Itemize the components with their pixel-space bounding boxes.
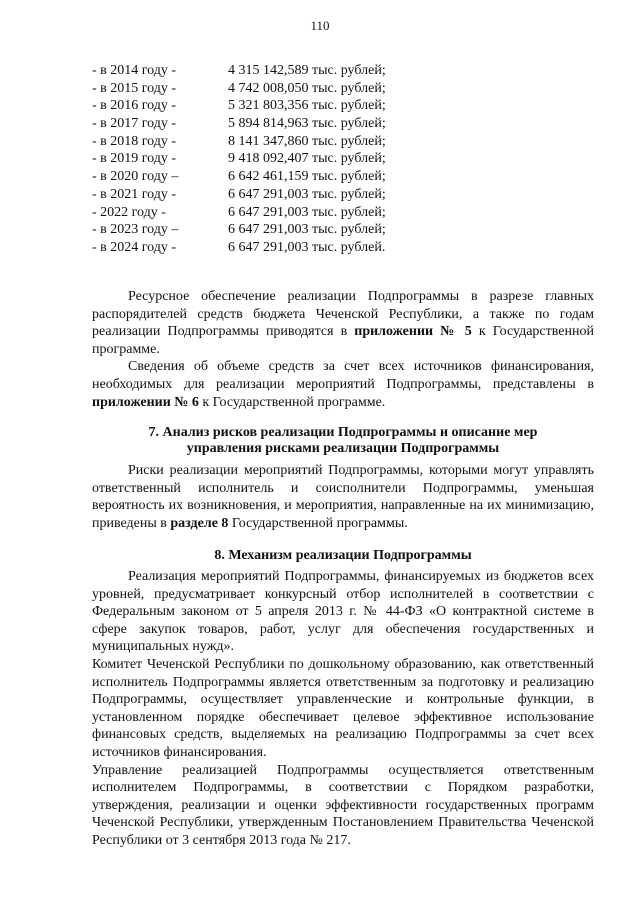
funding-row <box>92 80 412 98</box>
text-run: к Государственной программе. <box>92 324 594 357</box>
funding-row <box>92 221 412 239</box>
funding-amount: 6 647 291,003 тыс. рублей. <box>228 239 386 255</box>
section-7-body <box>92 462 594 532</box>
text-run: Сведения об объеме средств за счет всех источников финансирования, необходимых для реализации мероприятий Подпрограммы, представлены в <box>92 359 594 392</box>
funding-year: - в 2021 году - <box>92 186 177 202</box>
funding-row <box>92 239 412 257</box>
funding-amount: 6 647 291,003 тыс. рублей; <box>228 222 386 238</box>
funding-year: - 2022 году - <box>92 204 166 220</box>
funding-row <box>92 133 412 151</box>
funding-by-year-list <box>92 62 412 257</box>
funding-year: - в 2020 году – <box>92 169 179 185</box>
funding-row <box>92 186 412 204</box>
resources-section <box>92 288 594 411</box>
funding-amount: 4 315 142,589 тыс. рублей; <box>228 63 386 78</box>
section-8-reference: разделе 8 <box>170 515 229 531</box>
funding-row <box>92 150 412 168</box>
text-run: к Государственной программе. <box>198 394 386 410</box>
funding-year: - в 2015 году - <box>92 80 177 96</box>
section-8-heading: 8. Механизм реализации Подпрограммы <box>214 548 472 563</box>
section-8-paragraph-3: Управление реализацией Подпрограммы осуществляется ответственным исполнителем Подпрограммы, в соответствии с Порядком разработки, утверждения, реализации и оценки эффективности государственных программ Чеченской Республики, утвержденным Постановлением Правительства Чеченской Республики от 3 сентября 2013 года № 217. <box>92 762 594 848</box>
funding-row <box>92 97 412 115</box>
appendix-5-reference: приложении № 5 <box>354 324 472 340</box>
funding-year: - в 2024 году - <box>92 239 177 255</box>
funding-year: - в 2014 году - <box>92 63 177 78</box>
text-run: Ресурсное обеспечение реализации Подпрограммы в разрезе главных распорядителей средств бюджета Чеченской Республики, а также по годам реализации Подпрограммы приводятся в <box>92 289 594 340</box>
section-7-paragraph <box>92 462 594 532</box>
funding-row <box>92 204 412 222</box>
funding-amount: 9 418 092,407 тыс. рублей; <box>228 151 386 167</box>
section-8-body <box>92 568 594 850</box>
section-7-heading: 7. Анализ рисков реализации Подпрограммы и описание мер управления рисками реализации Подпрограммы <box>148 425 538 456</box>
funding-year: - в 2017 году - <box>92 116 177 132</box>
resources-paragraph-1 <box>92 288 594 358</box>
funding-year: - в 2023 году – <box>92 222 179 238</box>
text-run: Государственной программы. <box>228 515 408 531</box>
funding-amount: 5 321 803,356 тыс. рублей; <box>228 98 386 114</box>
funding-amount: 8 141 347,860 тыс. рублей; <box>228 133 386 149</box>
funding-year: - в 2016 году - <box>92 98 177 114</box>
funding-amount: 6 647 291,003 тыс. рублей; <box>228 204 386 220</box>
funding-row <box>92 115 412 133</box>
funding-year: - в 2019 году - <box>92 151 177 167</box>
section-8-paragraph-2: Комитет Чеченской Республики по дошкольному образованию, как ответственный исполнитель Подпрограммы является ответственным за подготовку и реализацию Подпрограммы, осуществляет управленческие и контрольные функции, в установленном порядке обеспечивает целевое эффективное использование финансовых средств, выделяемых на реализацию Подпрограммы за счет всех источников финансирования. <box>92 656 594 760</box>
section-8-paragraph-1: Реализация мероприятий Подпрограммы, финансируемых из бюджетов всех уровней, предусматривает конкурсный отбор исполнителей в соответствии с Федеральным законом от 5 апреля 2013 г. № 44-ФЗ «О контрактной системе в сфере закупок товаров, работ, услуг для обеспечения государственных и муниципальных нужд». <box>92 569 594 655</box>
funding-row <box>92 168 412 186</box>
funding-row <box>92 62 412 80</box>
appendix-6-reference: приложении № 6 <box>92 394 199 410</box>
resources-paragraph-2 <box>92 358 594 411</box>
page-number: 110 <box>310 18 330 33</box>
text-run: Риски реализации мероприятий Подпрограммы, которыми могут управлять ответственный исполнитель и соисполнители Подпрограммы, уменьшая вероятность их возникновения, и мероприятия, направленные на их минимизацию, приведены в <box>92 463 594 531</box>
funding-amount: 6 642 461,159 тыс. рублей; <box>228 169 386 185</box>
funding-amount: 5 894 814,963 тыс. рублей; <box>228 116 386 132</box>
funding-amount: 6 647 291,003 тыс. рублей; <box>228 186 386 202</box>
funding-amount: 4 742 008,050 тыс. рублей; <box>228 80 386 96</box>
funding-year: - в 2018 году - <box>92 133 177 149</box>
